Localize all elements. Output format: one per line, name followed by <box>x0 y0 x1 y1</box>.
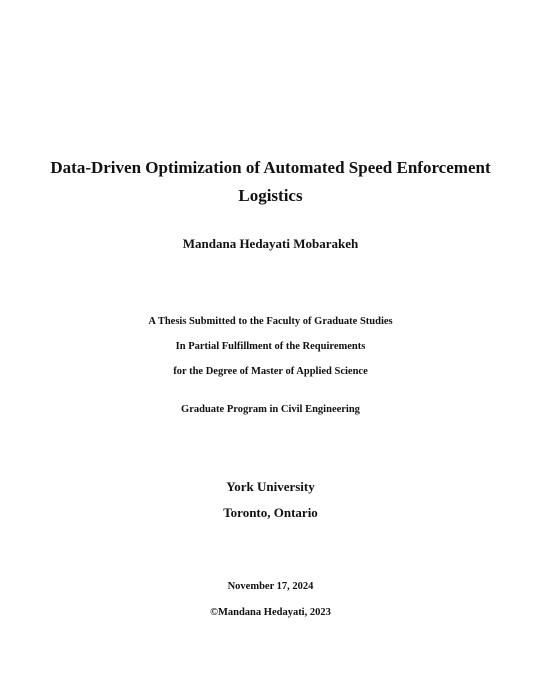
thesis-title-line-2: Logistics <box>238 186 303 205</box>
submission-statement-line-1: A Thesis Submitted to the Faculty of Graduate Studies <box>148 316 393 327</box>
thesis-title-line-1: Data-Driven Optimization of Automated Speed Enforcement <box>50 158 491 177</box>
submission-statement-line-3: for the Degree of Master of Applied Science <box>173 366 368 377</box>
graduate-program: Graduate Program in Civil Engineering <box>181 404 360 415</box>
university-name: York University <box>226 479 315 494</box>
university-location: Toronto, Ontario <box>223 505 318 520</box>
copyright-notice: ©Mandana Hedayati, 2023 <box>210 607 331 618</box>
author-name: Mandana Hedayati Mobarakeh <box>182 236 359 251</box>
submission-date: November 17, 2024 <box>227 581 314 592</box>
submission-statement-line-2: In Partial Fulfillment of the Requirements <box>175 341 366 352</box>
